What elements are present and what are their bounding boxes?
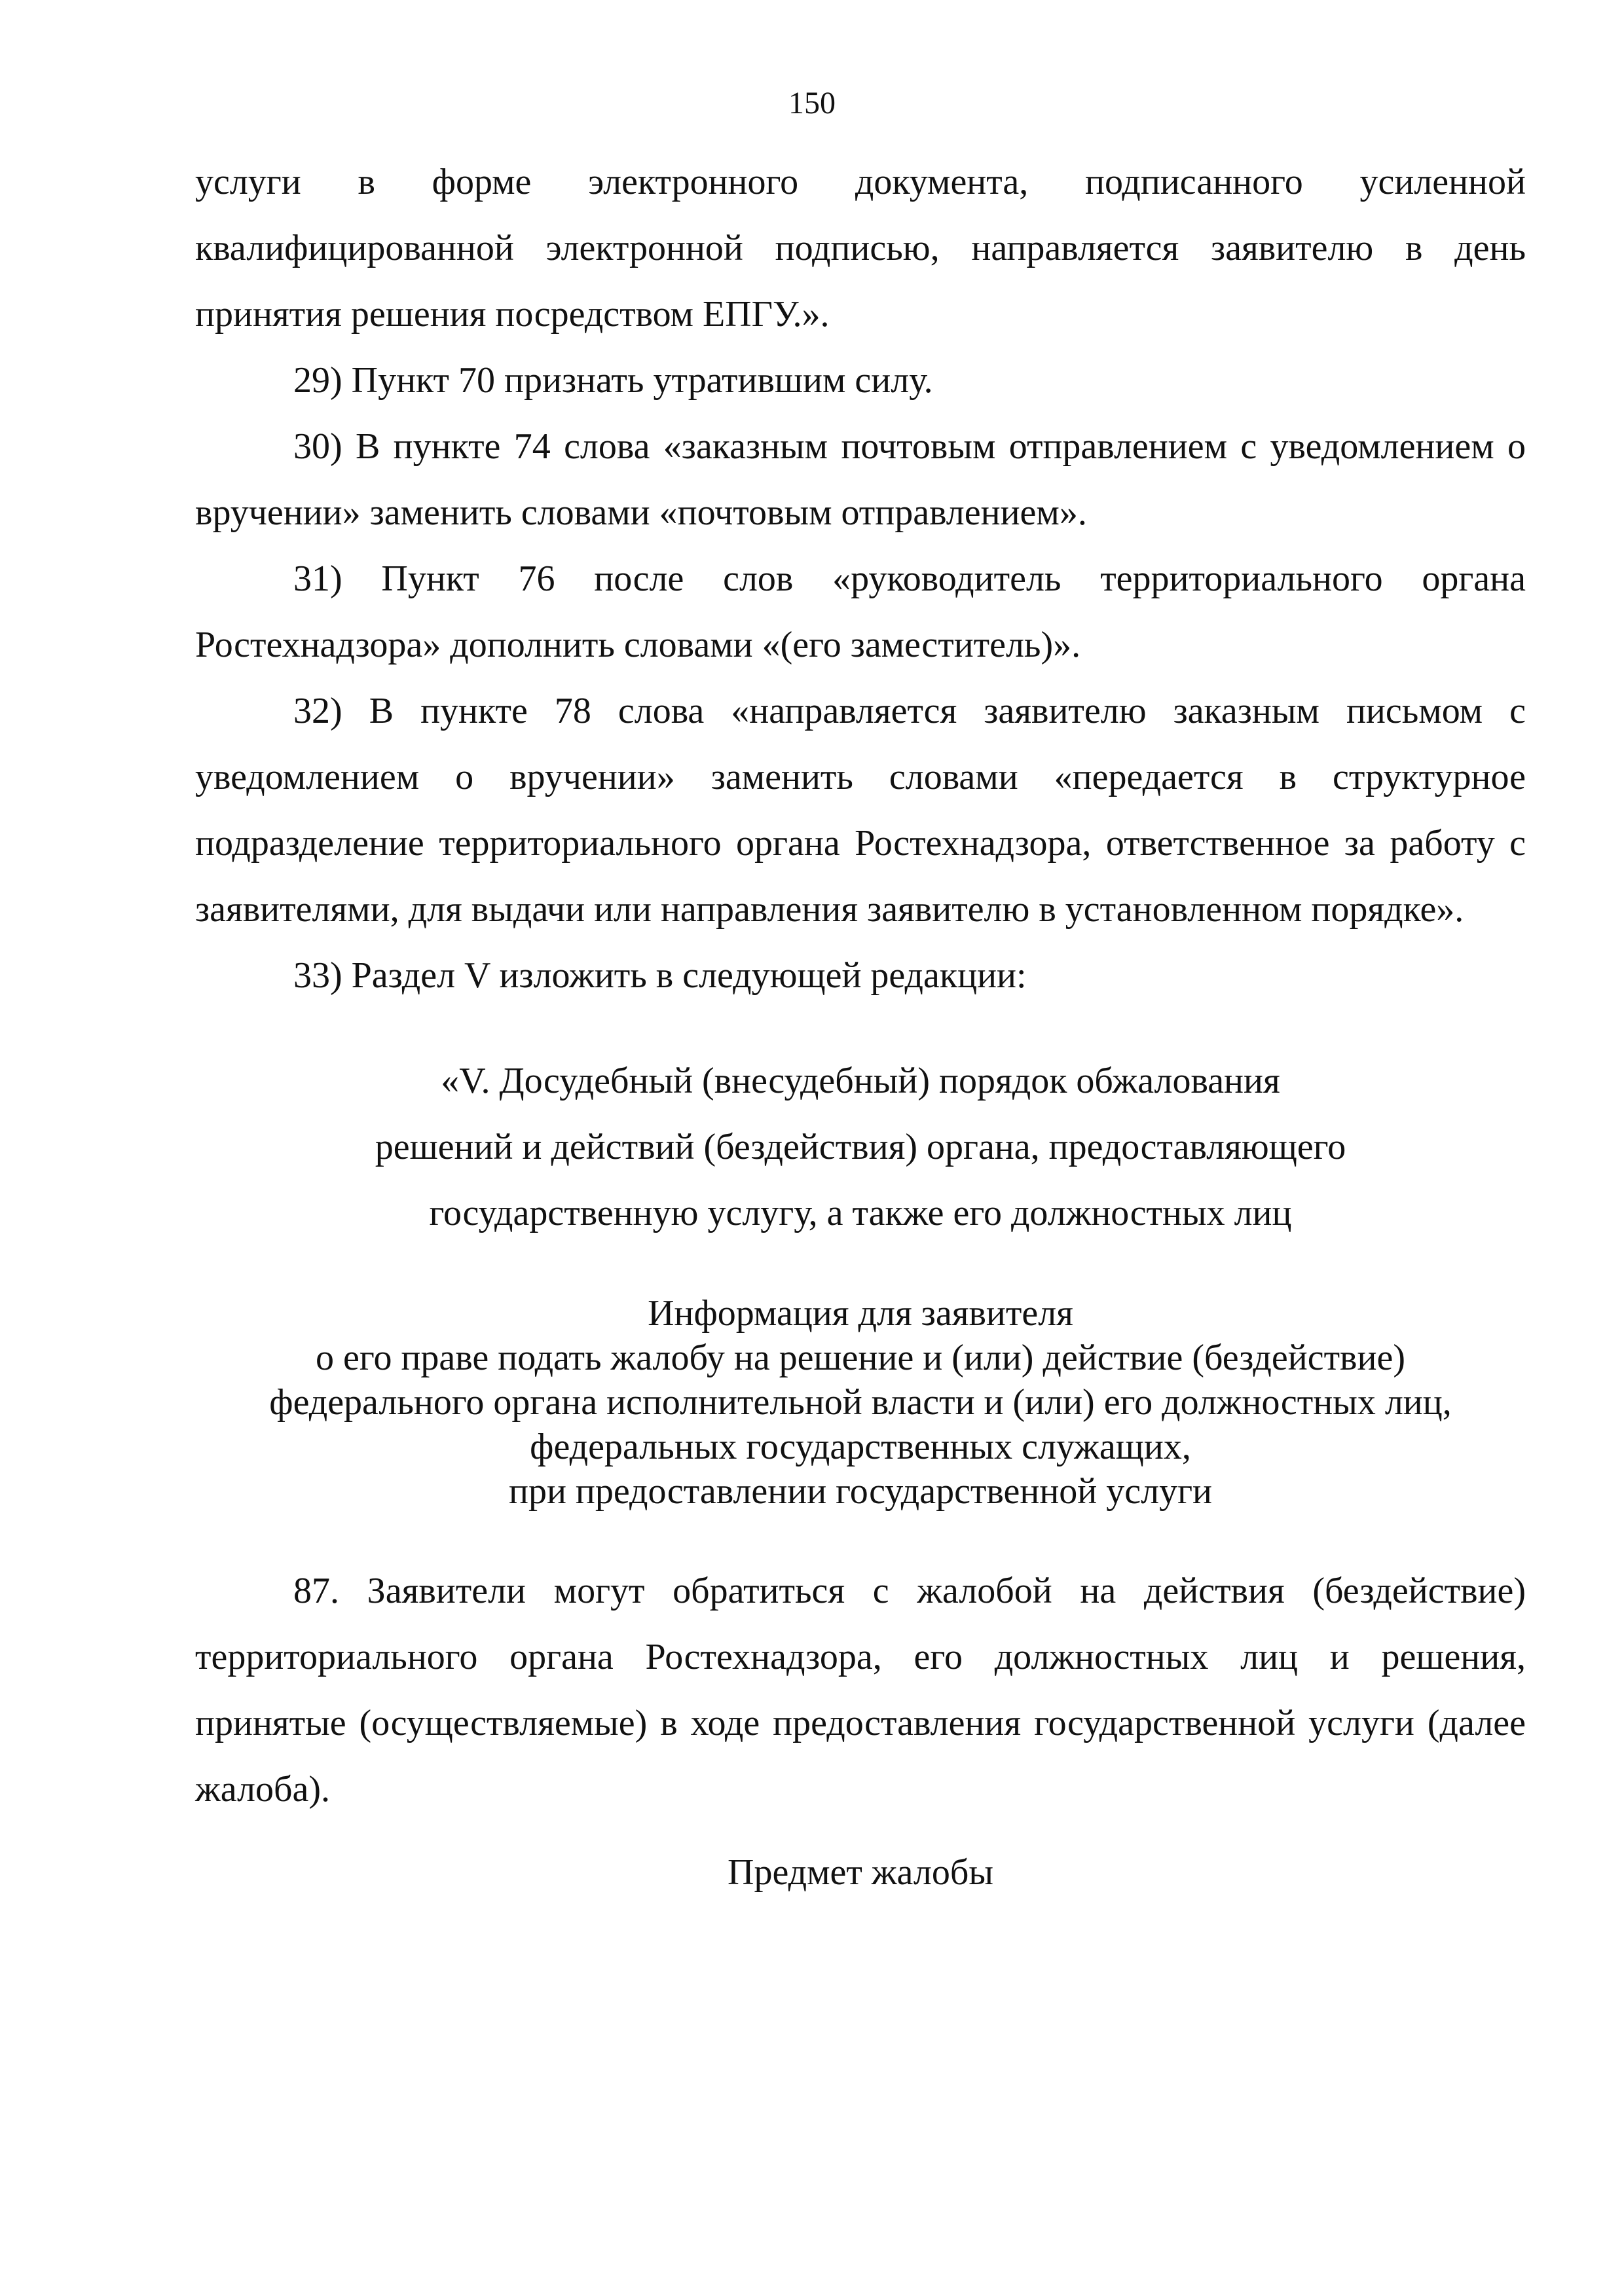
section-heading-line: «V. Досудебный (внесудебный) порядок обжалования bbox=[441, 1061, 1280, 1101]
subject-heading: Предмет жалобы bbox=[728, 1852, 993, 1893]
paragraph-33: 33) Раздел V изложить в следующей редакции: bbox=[293, 955, 1027, 996]
section-heading-line: решений и действий (бездействия) органа, предоставляющего bbox=[375, 1127, 1346, 1167]
document-body bbox=[195, 149, 1526, 1906]
paragraph-continuation: услуги в форме электронного документа, подписанного усиленной квалифицированной электронной подписью, направляется заявителю в день принятия решения посредством ЕПГУ.». bbox=[195, 162, 1526, 335]
info-heading bbox=[195, 1291, 1526, 1514]
paragraph-87: 87. Заявители могут обратиться с жалобой на действия (бездействие) территориального органа Ростехнадзора, его должностных лиц и решения, принятые (осуществляемые) в ходе предоставления государственной услуги (далее жалоба). bbox=[195, 1571, 1526, 1810]
info-heading-line: федерального органа исполнительной власти и (или) его должностных лиц, bbox=[269, 1382, 1452, 1423]
info-heading-line: при предоставлении государственной услуги bbox=[508, 1471, 1213, 1512]
paragraph-31: 31) Пункт 76 после слов «руководитель территориального органа Ростехнадзора» дополнить словами «(его заместитель)». bbox=[195, 558, 1526, 665]
info-heading-line: Информация для заявителя bbox=[648, 1293, 1073, 1334]
page-number: 150 bbox=[788, 86, 836, 120]
paragraph-30: 30) В пункте 74 слова «заказным почтовым отправлением с уведомлением о вручении» заменить словами «почтовым отправлением». bbox=[195, 426, 1526, 533]
paragraph-29: 29) Пункт 70 признать утратившим силу. bbox=[293, 360, 933, 401]
paragraph-32: 32) В пункте 78 слова «направляется заявителю заказным письмом с уведомлением о вручении» заменить словами «передается в структурное подразделение территориального органа Ростехнадзора, ответственное за работу с заявителями, для выдачи или направления заявителю в установленном порядке». bbox=[195, 691, 1526, 930]
info-heading-line: о его праве подать жалобу на решение и (или) действие (бездействие) bbox=[316, 1338, 1405, 1378]
section-v-heading bbox=[195, 1048, 1526, 1247]
section-heading-line: государственную услугу, а также его должностных лиц bbox=[429, 1193, 1292, 1233]
info-heading-line: федеральных государственных служащих, bbox=[530, 1427, 1191, 1467]
